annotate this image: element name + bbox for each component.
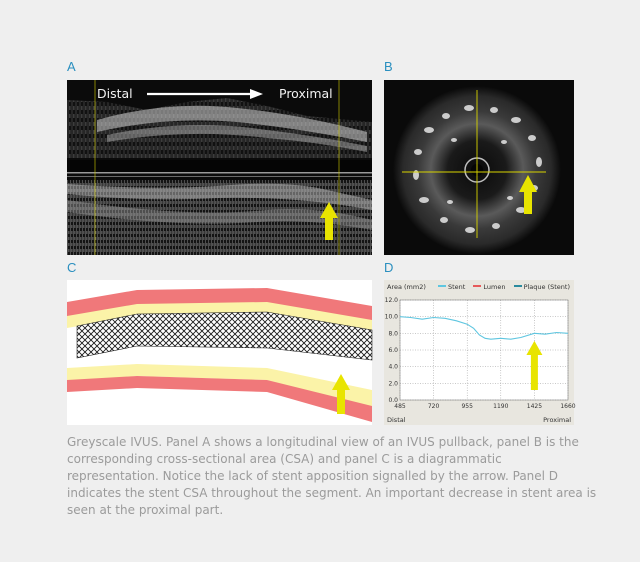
legend-swatch-lumen [473, 285, 481, 287]
panel-a-label: A [67, 59, 76, 74]
legend-swatch-plaque [514, 285, 522, 287]
x-tick-label: 1660 [560, 403, 576, 410]
panel-c-label: C [67, 260, 77, 275]
proximal-label: Proximal [279, 86, 333, 101]
y-tick-label: 2.0 [388, 380, 398, 388]
y-tick-label: 8.0 [388, 330, 398, 338]
panel-b-label: B [384, 59, 393, 74]
chart-svg [384, 280, 574, 425]
x-axis-left-label: Distal [387, 416, 406, 424]
x-tick-label: 720 [427, 403, 440, 410]
y-tick-label: 0.0 [388, 397, 398, 404]
stent-area-chart [384, 280, 574, 425]
figure-caption: Greyscale IVUS. Panel A shows a longitudinal view of an IVUS pullback, panel B is the corresponding cross-sectional area (CSA) and panel C is a diagrammatic representation. Notice the lack of stent apposition signalled by the arrow. Panel D indicates the stent CSA throughout the segment. An important decrease in stent area is seen at the proximal part. [67, 435, 597, 517]
x-tick-label: 955 [461, 403, 473, 410]
legend-swatch-stent [438, 285, 446, 287]
y-tick-label: 12.0 [384, 297, 398, 304]
chart-legend [387, 283, 570, 291]
x-tick-label: 1190 [493, 403, 509, 410]
x-axis-right-label: Proximal [543, 416, 571, 424]
y-tick-label: 6.0 [388, 347, 398, 354]
distal-label: Distal [97, 86, 133, 101]
y-tick-label: 4.0 [388, 363, 398, 371]
cross-sectional-ivus-image [384, 80, 574, 255]
longitudinal-ivus-image [67, 80, 372, 255]
vessel-diagram [67, 280, 372, 425]
legend-stent: Stent [447, 283, 466, 291]
y-axis-label: Area (mm2) [387, 283, 426, 291]
cross-section-graphic [384, 80, 574, 255]
diagram-panel [67, 280, 372, 425]
longitudinal-ivus-graphic [67, 80, 372, 255]
x-tick-label: 485 [394, 403, 406, 410]
panel-d-label: D [384, 260, 394, 275]
legend-lumen: Lumen [483, 283, 506, 291]
y-tick-label: 10.0 [384, 313, 398, 321]
legend-plaque: Plaque (Stent) [523, 283, 570, 291]
x-tick-label: 1425 [526, 403, 543, 410]
